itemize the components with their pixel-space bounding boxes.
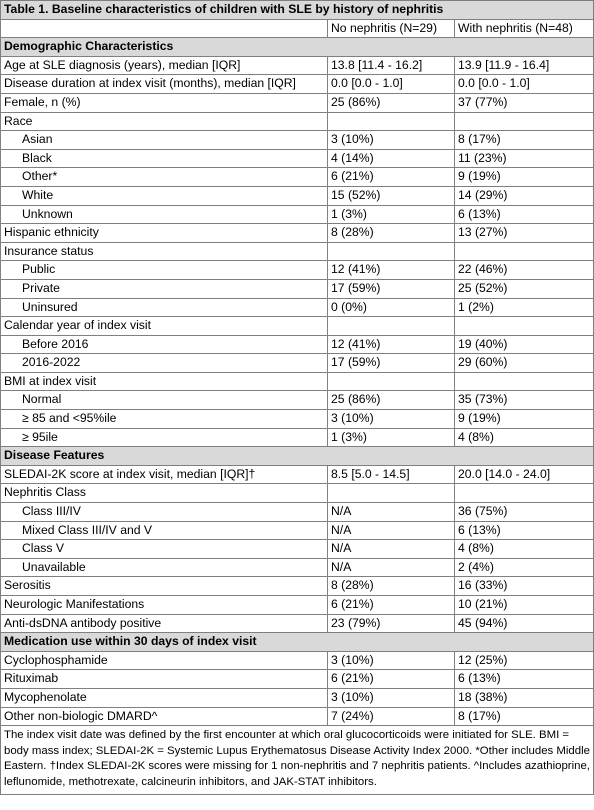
table-subrow	[1, 131, 594, 150]
row-label: Anti-dsDNA antibody positive	[1, 614, 328, 633]
cell-no-nephritis: 0.0 [0.0 - 1.0]	[328, 75, 455, 94]
table-subrow	[1, 298, 594, 317]
cell-no-nephritis: 12 (41%)	[328, 335, 455, 354]
cell-with-nephritis: 12 (25%)	[455, 651, 594, 670]
cell-no-nephritis	[328, 242, 455, 261]
row-label: Class V	[1, 540, 328, 559]
row-label: ≥ 95ile	[1, 428, 328, 447]
table-row	[1, 484, 594, 503]
cell-with-nephritis: 6 (13%)	[455, 521, 594, 540]
table-subrow	[1, 354, 594, 373]
row-label: White	[1, 186, 328, 205]
row-label: Unavailable	[1, 558, 328, 577]
row-label: Age at SLE diagnosis (years), median [IQR]	[1, 56, 328, 75]
cell-no-nephritis: 12 (41%)	[328, 261, 455, 280]
cell-with-nephritis	[455, 242, 594, 261]
cell-no-nephritis: 3 (10%)	[328, 131, 455, 150]
table-row	[1, 372, 594, 391]
cell-no-nephritis: 1 (3%)	[328, 205, 455, 224]
cell-with-nephritis	[455, 317, 594, 336]
row-label: Normal	[1, 391, 328, 410]
cell-no-nephritis: 17 (59%)	[328, 354, 455, 373]
cell-with-nephritis: 35 (73%)	[455, 391, 594, 410]
table-row	[1, 93, 594, 112]
row-label: Neurologic Manifestations	[1, 596, 328, 615]
cell-no-nephritis: 3 (10%)	[328, 688, 455, 707]
cell-no-nephritis: 25 (86%)	[328, 391, 455, 410]
cell-with-nephritis: 11 (23%)	[455, 149, 594, 168]
cell-with-nephritis: 25 (52%)	[455, 279, 594, 298]
cell-with-nephritis: 16 (33%)	[455, 577, 594, 596]
cell-with-nephritis	[455, 372, 594, 391]
cell-no-nephritis: N/A	[328, 521, 455, 540]
cell-no-nephritis	[328, 317, 455, 336]
cell-with-nephritis: 4 (8%)	[455, 428, 594, 447]
row-label: Other non-biologic DMARD^	[1, 707, 328, 726]
row-label: 2016-2022	[1, 354, 328, 373]
cell-no-nephritis: N/A	[328, 503, 455, 522]
cell-no-nephritis: 23 (79%)	[328, 614, 455, 633]
row-label: Hispanic ethnicity	[1, 224, 328, 243]
cell-no-nephritis: 8 (28%)	[328, 224, 455, 243]
cell-no-nephritis: 6 (21%)	[328, 596, 455, 615]
row-label: Mixed Class III/IV and V	[1, 521, 328, 540]
table-subrow	[1, 335, 594, 354]
table-row	[1, 317, 594, 336]
row-label: Serositis	[1, 577, 328, 596]
cell-with-nephritis: 22 (46%)	[455, 261, 594, 280]
cell-with-nephritis: 19 (40%)	[455, 335, 594, 354]
row-label: Rituximab	[1, 670, 328, 689]
table-subrow	[1, 149, 594, 168]
cell-no-nephritis: N/A	[328, 558, 455, 577]
section-header: Disease Features	[1, 447, 594, 466]
cell-no-nephritis: 1 (3%)	[328, 428, 455, 447]
cell-with-nephritis: 2 (4%)	[455, 558, 594, 577]
cell-with-nephritis: 13.9 [11.9 - 16.4]	[455, 56, 594, 75]
table-subrow	[1, 540, 594, 559]
cell-with-nephritis	[455, 484, 594, 503]
row-label: Nephritis Class	[1, 484, 328, 503]
column-header-with-nephritis: With nephritis (N=48)	[455, 19, 594, 38]
cell-with-nephritis: 1 (2%)	[455, 298, 594, 317]
table-subrow	[1, 279, 594, 298]
table-subrow	[1, 205, 594, 224]
cell-with-nephritis: 8 (17%)	[455, 707, 594, 726]
cell-no-nephritis	[328, 112, 455, 131]
cell-with-nephritis: 45 (94%)	[455, 614, 594, 633]
row-label: Private	[1, 279, 328, 298]
table-row	[1, 614, 594, 633]
cell-with-nephritis: 14 (29%)	[455, 186, 594, 205]
section-header-row	[1, 38, 594, 57]
cell-with-nephritis: 8 (17%)	[455, 131, 594, 150]
table-row	[1, 651, 594, 670]
table-subrow	[1, 186, 594, 205]
row-label: Mycophenolate	[1, 688, 328, 707]
table-subrow	[1, 521, 594, 540]
table-title: Table 1. Baseline characteristics of children with SLE by history of nephritis	[1, 1, 594, 20]
cell-no-nephritis: 3 (10%)	[328, 651, 455, 670]
row-label: Insurance status	[1, 242, 328, 261]
table-footnote: The index visit date was defined by the first encounter at which oral glucocorticoids were initiated for SLE. BMI = body mass index; SLEDAI-2K = Systemic Lupus Erythematosus Disease Activity Index 2000. *Other includes Middle Eastern. †Index SLEDAI-2K scores were missing for 1 non-nephritis and 7 nephritis patients. ^Includes azathioprine, leflunomide, methotrexate, calcineurin inhibitors, and JAK-STAT inhibitors.	[1, 726, 594, 794]
cell-no-nephritis: 0 (0%)	[328, 298, 455, 317]
table-row	[1, 707, 594, 726]
cell-with-nephritis: 9 (19%)	[455, 410, 594, 429]
table-subrow	[1, 503, 594, 522]
column-header-row	[1, 19, 594, 38]
cell-with-nephritis: 6 (13%)	[455, 670, 594, 689]
table-row	[1, 224, 594, 243]
section-header-row	[1, 633, 594, 652]
cell-no-nephritis: 7 (24%)	[328, 707, 455, 726]
row-label: Black	[1, 149, 328, 168]
cell-with-nephritis: 18 (38%)	[455, 688, 594, 707]
cell-no-nephritis: N/A	[328, 540, 455, 559]
table-row	[1, 112, 594, 131]
table-body	[1, 1, 594, 795]
table-subrow	[1, 391, 594, 410]
cell-with-nephritis: 0.0 [0.0 - 1.0]	[455, 75, 594, 94]
section-header-row	[1, 447, 594, 466]
table-subrow	[1, 168, 594, 187]
table-row	[1, 465, 594, 484]
cell-with-nephritis: 9 (19%)	[455, 168, 594, 187]
cell-no-nephritis	[328, 372, 455, 391]
table-row	[1, 75, 594, 94]
table-subrow	[1, 261, 594, 280]
cell-with-nephritis: 37 (77%)	[455, 93, 594, 112]
row-label: Unknown	[1, 205, 328, 224]
table-row	[1, 242, 594, 261]
row-label: Calendar year of index visit	[1, 317, 328, 336]
row-label: Female, n (%)	[1, 93, 328, 112]
cell-with-nephritis: 4 (8%)	[455, 540, 594, 559]
cell-no-nephritis: 8.5 [5.0 - 14.5]	[328, 465, 455, 484]
row-label: SLEDAI-2K score at index visit, median [IQR]†	[1, 465, 328, 484]
cell-with-nephritis: 13 (27%)	[455, 224, 594, 243]
table-row	[1, 56, 594, 75]
row-label: Disease duration at index visit (months), median [IQR]	[1, 75, 328, 94]
table-title-row	[1, 1, 594, 20]
table-subrow	[1, 410, 594, 429]
table-row	[1, 577, 594, 596]
cell-no-nephritis	[328, 484, 455, 503]
cell-no-nephritis: 17 (59%)	[328, 279, 455, 298]
row-label: Race	[1, 112, 328, 131]
cell-no-nephritis: 8 (28%)	[328, 577, 455, 596]
row-label: BMI at index visit	[1, 372, 328, 391]
table-row	[1, 596, 594, 615]
cell-with-nephritis: 10 (21%)	[455, 596, 594, 615]
row-label: Before 2016	[1, 335, 328, 354]
column-header-label	[1, 19, 328, 38]
cell-with-nephritis: 29 (60%)	[455, 354, 594, 373]
cell-no-nephritis: 25 (86%)	[328, 93, 455, 112]
cell-with-nephritis	[455, 112, 594, 131]
row-label: Public	[1, 261, 328, 280]
column-header-no-nephritis: No nephritis (N=29)	[328, 19, 455, 38]
table-row	[1, 670, 594, 689]
table-row	[1, 688, 594, 707]
row-label: Other*	[1, 168, 328, 187]
row-label: Asian	[1, 131, 328, 150]
cell-no-nephritis: 6 (21%)	[328, 670, 455, 689]
cell-no-nephritis: 4 (14%)	[328, 149, 455, 168]
table-subrow	[1, 428, 594, 447]
table-subrow	[1, 558, 594, 577]
cell-with-nephritis: 6 (13%)	[455, 205, 594, 224]
cell-with-nephritis: 36 (75%)	[455, 503, 594, 522]
row-label: ≥ 85 and <95%ile	[1, 410, 328, 429]
cell-with-nephritis: 20.0 [14.0 - 24.0]	[455, 465, 594, 484]
cell-no-nephritis: 13.8 [11.4 - 16.2]	[328, 56, 455, 75]
section-header: Medication use within 30 days of index visit	[1, 633, 594, 652]
row-label: Cyclophosphamide	[1, 651, 328, 670]
row-label: Class III/IV	[1, 503, 328, 522]
row-label: Uninsured	[1, 298, 328, 317]
footnote-row	[1, 726, 594, 794]
cell-no-nephritis: 6 (21%)	[328, 168, 455, 187]
cell-no-nephritis: 3 (10%)	[328, 410, 455, 429]
section-header: Demographic Characteristics	[1, 38, 594, 57]
cell-no-nephritis: 15 (52%)	[328, 186, 455, 205]
